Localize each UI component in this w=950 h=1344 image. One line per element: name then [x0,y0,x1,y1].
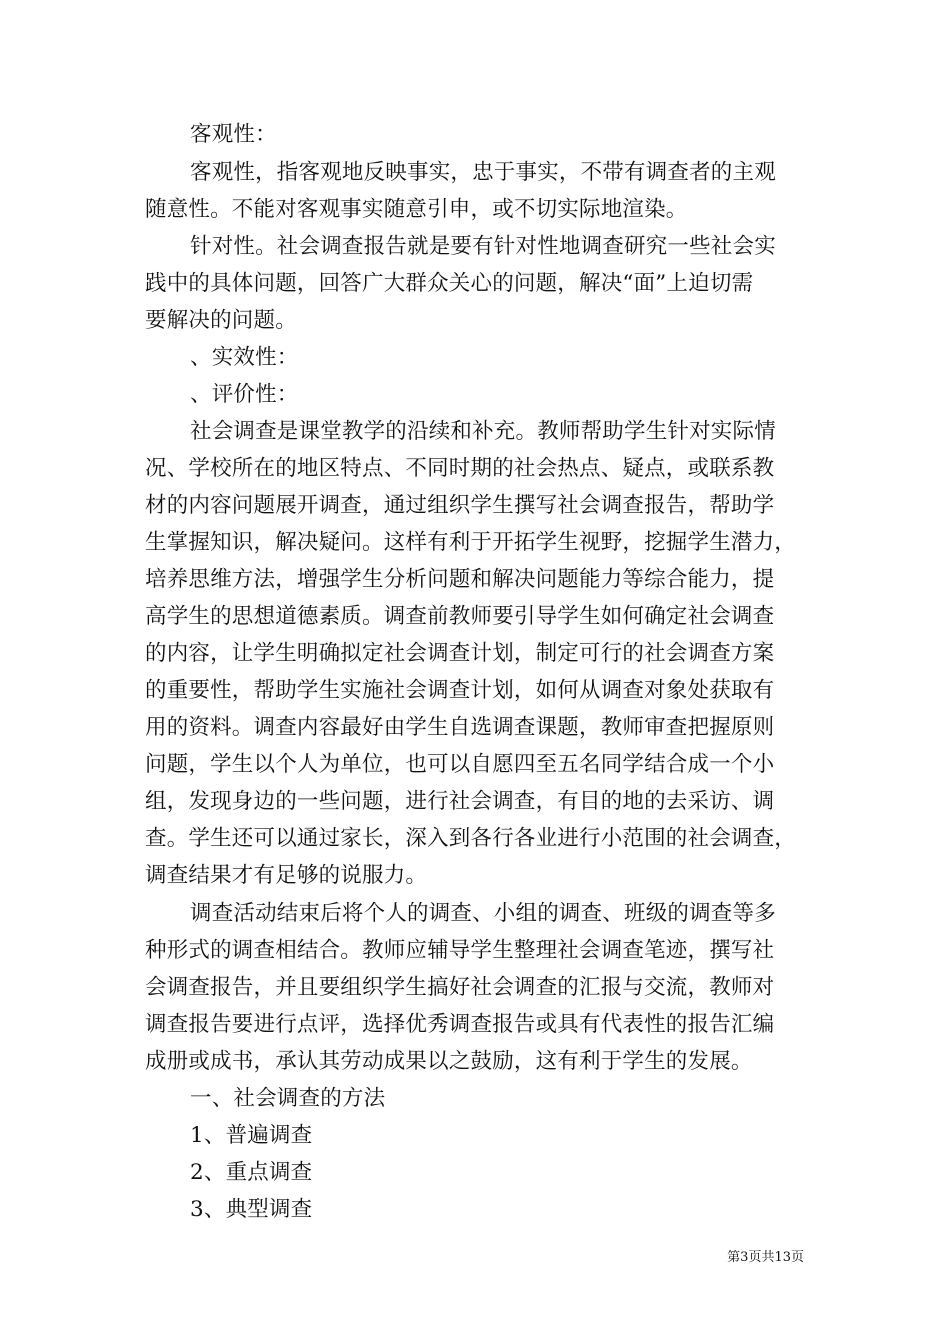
page-number: 第3页共13页 [727,1250,804,1265]
text-line: 、评价性： [190,382,299,407]
list-item: 3、典型调查 [190,1197,313,1222]
text-line: 调查结果才有足够的说服力。 [145,863,428,888]
text-line: 问题，学生以个人为单位，也可以自愿四至五名同学结合成一个小 [145,752,775,777]
text-line: 要解决的问题。 [145,308,297,333]
text-line: 高学生的思想道德素质。调查前教师要引导学生如何确定社会调查 [145,604,775,629]
text-line: 组，发现身边的一些问题，进行社会调查，有目的地的去采访、调 [145,789,775,814]
text-line: 、实效性： [190,345,299,370]
list-item: 1、普遍调查 [190,1123,313,1148]
text-line: 的内容，让学生明确拟定社会调查计划，制定可行的社会调查方案 [145,641,775,666]
text-line: 随意性。不能对客观事实随意引申，或不切实际地渲染。 [145,197,688,222]
text-line: 生掌握知识，解决疑问。这样有利于开拓学生视野，挖掘学生潜力， [145,530,797,555]
list-item: 2、重点调查 [190,1160,313,1185]
text-line: 况、学校所在的地区特点、不同时期的社会热点、疑点，或联系教 [145,456,775,481]
text-line: 种形式的调查相结合。教师应辅导学生整理社会调查笔迹，撰写社 [145,938,775,963]
text-line: 成册或成书，承认其劳动成果以之鼓励，这有利于学生的发展。 [145,1049,753,1074]
text-line: 调查报告要进行点评，选择优秀调查报告或具有代表性的报告汇编 [145,1012,775,1037]
text-line: 客观性： [190,122,277,147]
text-line: 材的内容问题展开调查，通过组织学生撰写社会调查报告，帮助学 [145,493,775,518]
text-line: 用的资料。调查内容最好由学生自选调查课题，教师审查把握原则 [145,715,775,740]
text-line: 社会调查是课堂教学的沿续和补充。教师帮助学生针对实际情 [190,419,776,444]
text-line: 践中的具体问题，回答广大群众关心的问题，解决“面”上迫切需 [145,271,754,296]
text-line: 调查活动结束后将个人的调查、小组的调查、班级的调查等多 [190,901,776,926]
text-line: 培养思维方法，增强学生分析问题和解决问题能力等综合能力，提 [145,567,775,592]
text-line: 客观性，指客观地反映事实，忠于事实，不带有调查者的主观 [190,160,776,185]
section-heading: 一、社会调查的方法 [190,1086,386,1111]
text-line: 会调查报告，并且要组织学生搞好社会调查的汇报与交流，教师对 [145,975,775,1000]
text-line: 查。学生还可以通过家长，深入到各行各业进行小范围的社会调查， [145,826,797,851]
text-line: 的重要性，帮助学生实施社会调查计划，如何从调查对象处获取有 [145,678,775,703]
text-line: 针对性。社会调查报告就是要有针对性地调查研究一些社会实 [190,234,776,259]
